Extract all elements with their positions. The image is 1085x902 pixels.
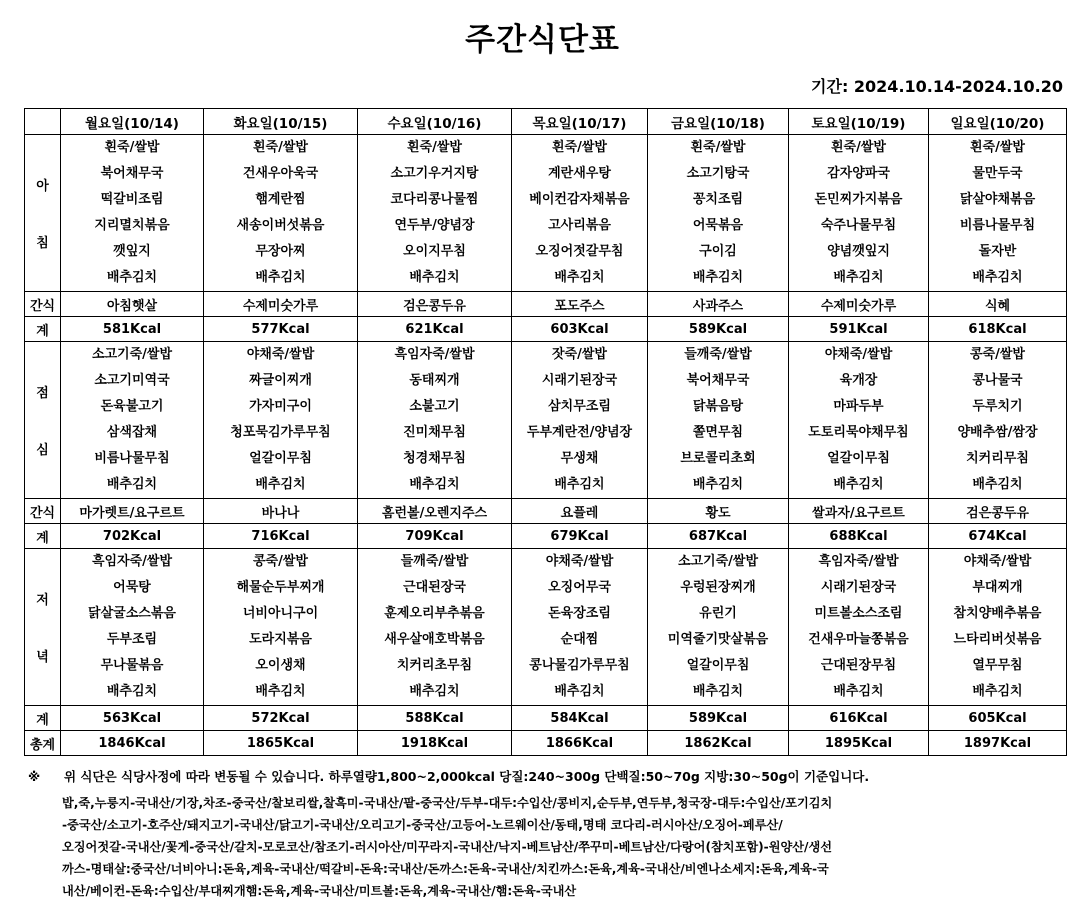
- breakfast-cell: [512, 135, 648, 292]
- menu-item: 비름나물무침: [959, 218, 1036, 233]
- menu-item: 배추김치: [106, 684, 158, 699]
- menu-item: 동태찌개: [409, 373, 460, 388]
- nutrition-note: [24, 766, 1066, 788]
- reference-mark: ※: [28, 769, 41, 784]
- menu-item: 소불고기: [409, 399, 460, 414]
- menu-item: 양념깻잎지: [827, 244, 890, 259]
- menu-item: 잣죽/쌀밥: [552, 347, 607, 362]
- kcal-cell: 563Kcal: [61, 706, 204, 731]
- menu-item: 구이김: [699, 244, 737, 259]
- snack-cell: 쌀과자/요구르트: [789, 499, 929, 524]
- kcal-cell: 588Kcal: [358, 706, 512, 731]
- total-kcal-row: [25, 731, 1067, 756]
- lunch-cell: [648, 342, 789, 499]
- menu-item: 우렁된장찌개: [680, 580, 756, 595]
- menu-item: 콩죽/쌀밥: [253, 554, 308, 569]
- menu-item: 얼갈이무침: [249, 451, 312, 466]
- nutrition-note-text: 위 식단은 식당사정에 따라 변동될 수 있습니다. 하루열량1,800~2,000kcal 당질:240~300g 단백질:50~70g 지방:30~50g이 기준입니다.: [64, 769, 870, 784]
- menu-item: 배추김치: [255, 270, 306, 285]
- menu-item: 오이생채: [255, 658, 306, 673]
- menu-item: 어묵탕: [113, 580, 151, 595]
- snack-label: 간식: [25, 292, 61, 317]
- kcal-cell: 709Kcal: [358, 524, 512, 549]
- menu-item: 시래기된장국: [820, 580, 897, 595]
- menu-item: 새우살애호박볶음: [384, 632, 485, 647]
- menu-item: 꽁치조림: [692, 192, 744, 207]
- kcal-cell: 605Kcal: [929, 706, 1067, 731]
- menu-item: 가자미구이: [249, 399, 312, 414]
- menu-item: 깻잎지: [113, 244, 151, 259]
- menu-item: 얼갈이무침: [827, 451, 890, 466]
- snack-cell: 마가렛트/요구르트: [61, 499, 204, 524]
- kcal-cell: 572Kcal: [204, 706, 358, 731]
- dinner-cell: [512, 549, 648, 706]
- breakfast-cell: [648, 135, 789, 292]
- menu-item: 청포묵김가루무침: [230, 425, 331, 440]
- total-kcal-cell: 1862Kcal: [648, 731, 789, 756]
- day-header: 목요일(10/17): [512, 109, 648, 135]
- kcal-cell: 577Kcal: [204, 317, 358, 342]
- menu-item: 무장아찌: [255, 244, 306, 259]
- menu-item: 무생채: [560, 451, 599, 466]
- menu-item: 참치양배추볶음: [953, 606, 1042, 621]
- kcal-cell: 687Kcal: [648, 524, 789, 549]
- kcal-cell: 618Kcal: [929, 317, 1067, 342]
- menu-item: 근대된장국: [403, 580, 466, 595]
- menu-item: 흰죽/쌀밥: [831, 140, 886, 155]
- day-header: 화요일(10/15): [204, 109, 358, 135]
- menu-item: 훈제오리부추볶음: [384, 606, 485, 621]
- dinner-kcal-row: [25, 706, 1067, 731]
- menu-item: 돈육장조림: [548, 606, 611, 621]
- kcal-cell: 581Kcal: [61, 317, 204, 342]
- breakfast-label: 아 침: [25, 135, 61, 292]
- menu-item: 시래기된장국: [541, 373, 618, 388]
- subtotal-label: 계: [25, 706, 61, 731]
- dinner-cell: [929, 549, 1067, 706]
- menu-item: 흑임자죽/쌀밥: [394, 347, 475, 362]
- menu-item: 양배추쌈/쌈장: [957, 425, 1038, 440]
- lunch-cell: [204, 342, 358, 499]
- lunch-snack-row: [25, 499, 1067, 524]
- menu-item: 북어채무국: [100, 166, 164, 181]
- menu-item: 두루치기: [972, 399, 1023, 414]
- snack-cell: 수제미숫가루: [789, 292, 929, 317]
- menu-item: 소고기죽/쌀밥: [91, 347, 173, 362]
- snack-cell: 홈런볼/오렌지주스: [358, 499, 512, 524]
- menu-item: 흰죽/쌀밥: [253, 140, 308, 155]
- menu-item: 돈민찌가지볶음: [814, 192, 903, 207]
- menu-item: 배추김치: [833, 477, 884, 492]
- menu-item: 배추김치: [833, 270, 884, 285]
- menu-item: 배추김치: [972, 477, 1023, 492]
- menu-item: 해물순두부찌개: [236, 580, 325, 595]
- total-label: 총계: [25, 731, 61, 756]
- breakfast-snack-row: [25, 292, 1067, 317]
- dinner-cell: [789, 549, 929, 706]
- snack-cell: 검은콩두유: [358, 292, 512, 317]
- menu-item: 콩나물김가루무침: [529, 658, 630, 673]
- menu-item: 무나물볶음: [100, 658, 164, 673]
- menu-item: 흰죽/쌀밥: [690, 140, 746, 155]
- snack-cell: 포도주스: [512, 292, 648, 317]
- menu-item: 어묵볶음: [692, 218, 744, 233]
- kcal-cell: 603Kcal: [512, 317, 648, 342]
- menu-item: 삼치무조림: [548, 399, 611, 414]
- notes-section: [24, 766, 1066, 902]
- day-header: 수요일(10/16): [358, 109, 512, 135]
- menu-item: 육개장: [839, 373, 878, 388]
- menu-item: 배추김치: [554, 270, 605, 285]
- menu-item: 흰죽/쌀밥: [552, 140, 607, 155]
- menu-item: 소고기죽/쌀밥: [677, 554, 759, 569]
- menu-item: 치커리초무침: [396, 658, 473, 673]
- day-header: 금요일(10/18): [648, 109, 789, 135]
- breakfast-cell: [61, 135, 204, 292]
- menu-item: 느타리버섯볶음: [953, 632, 1042, 647]
- total-kcal-cell: 1866Kcal: [512, 731, 648, 756]
- menu-item: 배추김치: [972, 270, 1023, 285]
- total-kcal-cell: 1865Kcal: [204, 731, 358, 756]
- menu-item: 순대찜: [560, 632, 599, 647]
- menu-item: 배추김치: [255, 477, 306, 492]
- menu-item: 감자양파국: [827, 166, 890, 181]
- day-header: 월요일(10/14): [61, 109, 204, 135]
- menu-item: 배추김치: [554, 477, 605, 492]
- menu-item: 햄계란찜: [255, 192, 306, 207]
- lunch-cell: [512, 342, 648, 499]
- dinner-row: [25, 549, 1067, 706]
- menu-item: 도토리묵야채무침: [808, 425, 909, 440]
- menu-item: 소고기탕국: [686, 166, 750, 181]
- menu-item: 흰죽/쌀밥: [104, 140, 160, 155]
- breakfast-cell: [789, 135, 929, 292]
- snack-cell: 식혜: [929, 292, 1067, 317]
- snack-cell: 요플레: [512, 499, 648, 524]
- menu-item: 흑임자죽/쌀밥: [91, 554, 173, 569]
- menu-item: 오이지무침: [403, 244, 466, 259]
- menu-item: 계란새우탕: [548, 166, 611, 181]
- menu-item: 두부조림: [106, 632, 158, 647]
- menu-item: 건새우아욱국: [242, 166, 319, 181]
- kcal-cell: 674Kcal: [929, 524, 1067, 549]
- menu-item: 야채죽/쌀밥: [545, 554, 614, 569]
- menu-item: 배추김치: [692, 270, 744, 285]
- menu-item: 치커리무침: [966, 451, 1029, 466]
- menu-item: 베이컨감자채볶음: [529, 192, 630, 207]
- breakfast-cell: [204, 135, 358, 292]
- menu-item: 삼색잡채: [106, 425, 158, 440]
- menu-item: 돈육불고기: [100, 399, 164, 414]
- snack-label: 간식: [25, 499, 61, 524]
- subtotal-label: 계: [25, 524, 61, 549]
- lunch-cell: [358, 342, 512, 499]
- menu-item: 얼갈이무침: [686, 658, 750, 673]
- menu-item: 야채죽/쌀밥: [963, 554, 1032, 569]
- snack-cell: 바나나: [204, 499, 358, 524]
- menu-item: 들깨죽/쌀밥: [400, 554, 469, 569]
- kcal-cell: 589Kcal: [648, 706, 789, 731]
- menu-item: 흰죽/쌀밥: [970, 140, 1025, 155]
- menu-item: 청경채무침: [403, 451, 466, 466]
- menu-item: 미트볼소스조림: [814, 606, 903, 621]
- menu-item: 소고기미역국: [94, 373, 170, 388]
- dinner-cell: [61, 549, 204, 706]
- kcal-cell: 589Kcal: [648, 317, 789, 342]
- total-kcal-cell: 1895Kcal: [789, 731, 929, 756]
- day-header: 토요일(10/19): [789, 109, 929, 135]
- snack-cell: 수제미숫가루: [204, 292, 358, 317]
- menu-item: 흑임자죽/쌀밥: [818, 554, 899, 569]
- snack-cell: 사과주스: [648, 292, 789, 317]
- menu-item: 건새우마늘쫑볶음: [808, 632, 909, 647]
- breakfast-cell: [929, 135, 1067, 292]
- menu-item: 배추김치: [409, 684, 460, 699]
- menu-item: 물만두국: [972, 166, 1023, 181]
- menu-item: 배추김치: [692, 684, 744, 699]
- kcal-cell: 621Kcal: [358, 317, 512, 342]
- day-header: 일요일(10/20): [929, 109, 1067, 135]
- kcal-cell: 702Kcal: [61, 524, 204, 549]
- menu-item: 미역줄기맛살볶음: [667, 632, 769, 647]
- menu-item: 도라지볶음: [249, 632, 312, 647]
- total-kcal-cell: 1918Kcal: [358, 731, 512, 756]
- menu-item: 들깨죽/쌀밥: [684, 347, 752, 362]
- lunch-cell: [789, 342, 929, 499]
- menu-item: 마파두부: [833, 399, 884, 414]
- menu-item: 쫄면무침: [692, 425, 744, 440]
- dinner-cell: [204, 549, 358, 706]
- menu-item: 북어채무국: [686, 373, 750, 388]
- weekly-menu-table: [24, 108, 1067, 756]
- lunch-row: [25, 342, 1067, 499]
- menu-item: 닭살야채볶음: [959, 192, 1036, 207]
- menu-item: 열무무침: [972, 658, 1023, 673]
- menu-item: 흰죽/쌀밥: [407, 140, 462, 155]
- menu-item: 배추김치: [692, 477, 744, 492]
- page-title: 주간식단표: [465, 22, 620, 58]
- snack-cell: 검은콩두유: [929, 499, 1067, 524]
- kcal-cell: 679Kcal: [512, 524, 648, 549]
- menu-item: 닭볶음탕: [692, 399, 744, 414]
- menu-item: 짜글이찌개: [249, 373, 312, 388]
- menu-item: 부대찌개: [972, 580, 1023, 595]
- kcal-cell: 584Kcal: [512, 706, 648, 731]
- menu-item: 연두부/양념장: [394, 218, 475, 233]
- menu-item: 배추김치: [106, 477, 158, 492]
- menu-period: 기간: 2024.10.14-2024.10.20: [811, 77, 1063, 96]
- menu-item: 새송이버섯볶음: [236, 218, 325, 233]
- menu-item: 배추김치: [409, 270, 460, 285]
- corner-cell: [25, 109, 61, 135]
- menu-item: 배추김치: [833, 684, 884, 699]
- breakfast-row: [25, 135, 1067, 292]
- menu-item: 소고기우거지탕: [390, 166, 479, 181]
- origin-info: 밥,죽,누룽지-국내산/기장,차조-중국산/찰보리쌀,찰흑미-국내산/팥-중국산/두부-대두:수입산/콩비지,순두부,연두부,청국장-대두:수입산/포기김치 -중국산/소고기-호주산/돼지고기-국내산/닭고기-국내산/오리고기-중국산/고등어-노르웨이산/동태,명태 코다리-러시아산/오징어-페루산/ 오징어젓갈-국내산/꽃게-중국산/갈치-모로코산/참조기-러시아산/미꾸라지-국내산/낙지-베트남산/쭈꾸미-베트남산/다랑어(참치포함)-원양산/생선 까스-명태살:중국산/너비아니:돈육,계육-국내산/떡갈비-돈육:국내산/돈까스:돈육-국내산/치킨까스:돈육,계육-국내산/비엔나소세지:돈육,계육-국 내산/베이컨-돈육:수입산/부대찌개햄:돈육,계육-국내산/미트볼:돈육,계육-국내산/햄:돈육-국내산: [62, 796, 833, 898]
- lunch-cell: [929, 342, 1067, 499]
- kcal-cell: 591Kcal: [789, 317, 929, 342]
- menu-item: 돌자반: [978, 244, 1017, 259]
- menu-item: 비름나물무침: [94, 451, 170, 466]
- menu-item: 지리멸치볶음: [94, 218, 170, 233]
- menu-item: 떡갈비조림: [100, 192, 164, 207]
- lunch-kcal-row: [25, 524, 1067, 549]
- kcal-cell: 616Kcal: [789, 706, 929, 731]
- kcal-cell: 688Kcal: [789, 524, 929, 549]
- menu-item: 배추김치: [972, 684, 1023, 699]
- menu-item: 야채죽/쌀밥: [246, 347, 315, 362]
- total-kcal-cell: 1897Kcal: [929, 731, 1067, 756]
- lunch-label: 점 심: [25, 342, 61, 499]
- dinner-cell: [358, 549, 512, 706]
- menu-item: 닭살굴소스볶음: [88, 606, 176, 621]
- menu-item: 근대된장무침: [820, 658, 897, 673]
- dinner-cell: [648, 549, 789, 706]
- menu-item: 오징어젓갈무침: [535, 244, 624, 259]
- total-kcal-cell: 1846Kcal: [61, 731, 204, 756]
- breakfast-kcal-row: [25, 317, 1067, 342]
- menu-item: 코다리콩나물찜: [390, 192, 479, 207]
- day-header-row: [25, 109, 1067, 135]
- menu-item: 유린기: [699, 606, 737, 621]
- menu-item: 배추김치: [409, 477, 460, 492]
- menu-item: 야채죽/쌀밥: [824, 347, 893, 362]
- menu-item: 배추김치: [106, 270, 158, 285]
- snack-cell: 아침햇살: [61, 292, 204, 317]
- menu-item: 배추김치: [554, 684, 605, 699]
- menu-item: 배추김치: [255, 684, 306, 699]
- menu-item: 콩죽/쌀밥: [970, 347, 1025, 362]
- menu-item: 브로콜리초회: [680, 451, 756, 466]
- menu-item: 숙주나물무침: [820, 218, 897, 233]
- menu-item: 콩나물국: [972, 373, 1023, 388]
- menu-item: 고사리볶음: [548, 218, 611, 233]
- snack-cell: 황도: [648, 499, 789, 524]
- menu-item: 두부계란전/양념장: [526, 425, 633, 440]
- dinner-label: 저 녁: [25, 549, 61, 706]
- menu-item: 너비아니구이: [242, 606, 319, 621]
- menu-item: 오징어무국: [548, 580, 611, 595]
- subtotal-label: 계: [25, 317, 61, 342]
- lunch-cell: [61, 342, 204, 499]
- breakfast-cell: [358, 135, 512, 292]
- menu-item: 진미채무침: [403, 425, 466, 440]
- kcal-cell: 716Kcal: [204, 524, 358, 549]
